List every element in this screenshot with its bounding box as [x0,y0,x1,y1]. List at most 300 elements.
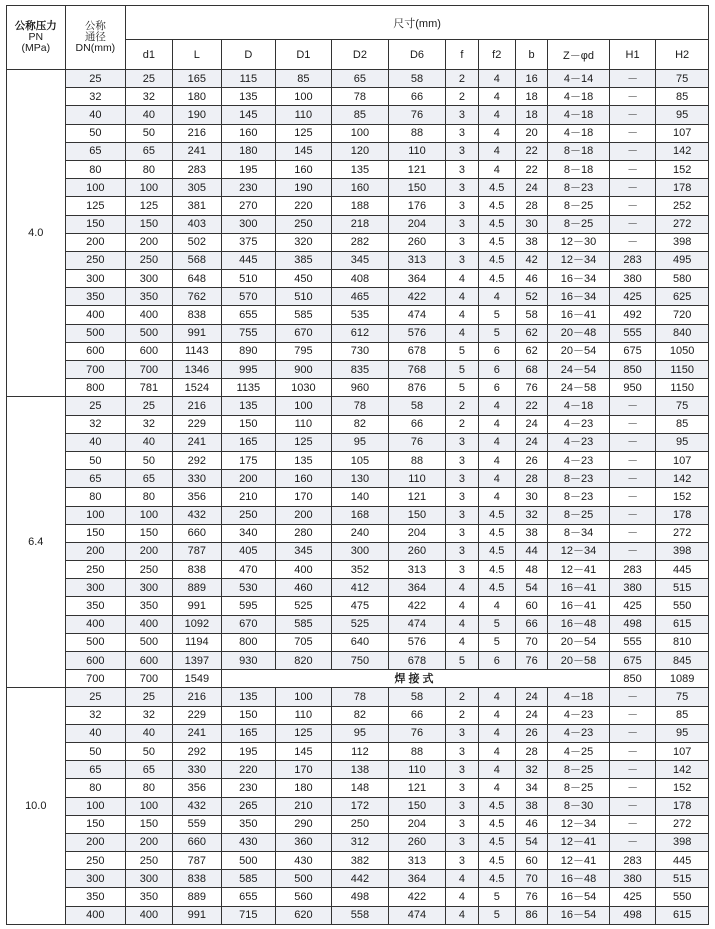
value-cell: 76 [515,652,547,670]
value-cell: 502 [172,233,221,251]
value-cell: － [609,833,655,851]
value-cell: － [609,215,655,233]
value-cell: 4.5 [478,579,515,597]
value-cell: 4 [446,288,478,306]
value-cell: － [609,160,655,178]
table-row [7,470,709,488]
value-cell: 4.5 [478,524,515,542]
nominal-diameter-cell: 400 [65,306,126,324]
value-cell: 130 [332,470,389,488]
value-cell: 152 [656,488,709,506]
value-cell: 1549 [172,670,221,688]
value-cell: 180 [222,142,276,160]
value-cell: 3 [446,470,478,488]
value-cell: 425 [609,888,655,906]
value-cell: 292 [172,742,221,760]
value-cell: 675 [609,342,655,360]
nominal-diameter-cell: 32 [65,415,126,433]
nominal-diameter-cell: 700 [65,670,126,688]
value-cell: 290 [275,815,332,833]
value-cell: 3 [446,815,478,833]
value-cell: 12－41 [548,561,610,579]
value-cell: 890 [222,342,276,360]
value-cell: 960 [332,379,389,397]
value-cell: 4 [478,761,515,779]
value-cell: 648 [172,270,221,288]
table-row [7,633,709,651]
value-cell: 12－41 [548,833,610,851]
value-cell: 4.5 [478,797,515,815]
value-cell: 838 [172,306,221,324]
column-header: D1 [275,40,332,70]
value-cell: 142 [656,470,709,488]
value-cell: 8－23 [548,488,610,506]
value-cell: 62 [515,342,547,360]
value-cell: 135 [275,451,332,469]
value-cell: 3 [446,251,478,269]
value-cell: 218 [332,215,389,233]
value-cell: 4 [478,597,515,615]
value-cell: 229 [172,706,221,724]
value-cell: 32 [126,88,172,106]
value-cell: 16－41 [548,597,610,615]
value-cell: 4 [478,742,515,760]
value-cell: 188 [332,197,389,215]
value-cell: 110 [388,142,446,160]
value-cell: 350 [126,597,172,615]
value-cell: 474 [388,615,446,633]
value-cell: 75 [656,397,709,415]
value-cell: 4 [446,888,478,906]
value-cell: 3 [446,742,478,760]
welded-note-cell: 焊接式 [222,670,610,688]
table-row [7,706,709,724]
value-cell: 445 [656,561,709,579]
value-cell: 272 [656,524,709,542]
value-cell: 1524 [172,379,221,397]
nominal-diameter-cell: 25 [65,397,126,415]
value-cell: 24 [515,706,547,724]
value-cell: 150 [388,179,446,197]
value-cell: 3 [446,451,478,469]
value-cell: 230 [222,179,276,197]
value-cell: 75 [656,688,709,706]
value-cell: 840 [656,324,709,342]
table-row [7,779,709,797]
value-cell: 58 [388,397,446,415]
table-row [7,597,709,615]
value-cell: 530 [222,579,276,597]
value-cell: 20－48 [548,324,610,342]
value-cell: 422 [388,597,446,615]
value-cell: 58 [388,688,446,706]
value-cell: 625 [656,288,709,306]
value-cell: － [609,124,655,142]
value-cell: 40 [126,106,172,124]
value-cell: 655 [222,306,276,324]
value-cell: 515 [656,579,709,597]
value-cell: 300 [126,270,172,288]
value-cell: 46 [515,815,547,833]
value-cell: 80 [126,779,172,797]
value-cell: － [609,470,655,488]
value-cell: 180 [172,88,221,106]
pn-header-line: 公称压力 [14,20,57,32]
value-cell: 1030 [275,379,332,397]
value-cell: 100 [275,397,332,415]
value-cell: 16－48 [548,870,610,888]
value-cell: 150 [126,815,172,833]
value-cell: 28 [515,197,547,215]
table-row [7,324,709,342]
value-cell: 385 [275,251,332,269]
value-cell: 312 [332,833,389,851]
value-cell: 260 [388,233,446,251]
value-cell: 380 [609,270,655,288]
table-row [7,415,709,433]
nominal-diameter-cell: 40 [65,724,126,742]
value-cell: 4.5 [478,506,515,524]
nominal-diameter-cell: 200 [65,233,126,251]
value-cell: 675 [609,652,655,670]
value-cell: 241 [172,142,221,160]
value-cell: 5 [446,652,478,670]
value-cell: 320 [275,233,332,251]
value-cell: 160 [222,124,276,142]
value-cell: 3 [446,488,478,506]
value-cell: 570 [222,288,276,306]
table-row [7,342,709,360]
value-cell: 20－54 [548,633,610,651]
value-cell: － [609,233,655,251]
value-cell: 22 [515,142,547,160]
value-cell: 48 [515,561,547,579]
value-cell: 22 [515,397,547,415]
value-cell: 230 [222,779,276,797]
value-cell: － [609,179,655,197]
value-cell: 422 [388,888,446,906]
value-cell: 655 [222,888,276,906]
nominal-diameter-cell: 250 [65,561,126,579]
nominal-diameter-cell: 80 [65,488,126,506]
table-row [7,433,709,451]
table-row [7,88,709,106]
value-cell: － [609,779,655,797]
value-cell: 152 [656,160,709,178]
table-row [7,833,709,851]
value-cell: 24－58 [548,379,610,397]
value-cell: 95 [332,724,389,742]
table-row [7,251,709,269]
table-row [7,160,709,178]
value-cell: 283 [609,561,655,579]
table-row [7,361,709,379]
value-cell: 70 [515,633,547,651]
value-cell: 755 [222,324,276,342]
value-cell: 30 [515,215,547,233]
value-cell: 555 [609,324,655,342]
value-cell: 4.5 [478,251,515,269]
value-cell: 88 [388,124,446,142]
table-row [7,524,709,542]
pn-header-line: PN [28,31,44,43]
value-cell: 44 [515,542,547,560]
pn-header [7,6,66,70]
value-cell: 135 [222,397,276,415]
value-cell: 4－18 [548,124,610,142]
value-cell: 54 [515,579,547,597]
value-cell: 1346 [172,361,221,379]
value-cell: 4－25 [548,742,610,760]
value-cell: 4 [446,579,478,597]
value-cell: 900 [275,361,332,379]
value-cell: 26 [515,451,547,469]
value-cell: 350 [126,288,172,306]
value-cell: 204 [388,215,446,233]
value-cell: 3 [446,106,478,124]
nominal-diameter-cell: 500 [65,633,126,651]
nominal-diameter-cell: 600 [65,342,126,360]
value-cell: 845 [656,652,709,670]
value-cell: 445 [656,852,709,870]
value-cell: 4－23 [548,415,610,433]
value-cell: 250 [275,215,332,233]
value-cell: 400 [126,906,172,924]
dn-header-line: 通径 [84,31,106,43]
value-cell: 280 [275,524,332,542]
value-cell: 82 [332,415,389,433]
value-cell: 85 [656,415,709,433]
value-cell: 615 [656,615,709,633]
nominal-diameter-cell: 50 [65,451,126,469]
value-cell: 876 [388,379,446,397]
column-header: H2 [656,40,709,70]
value-cell: 585 [275,306,332,324]
value-cell: 241 [172,724,221,742]
value-cell: 364 [388,870,446,888]
column-header: d1 [126,40,172,70]
value-cell: 165 [172,70,221,88]
value-cell: 4 [478,142,515,160]
value-cell: 5 [446,342,478,360]
value-cell: 330 [172,470,221,488]
value-cell: 560 [275,888,332,906]
column-header: D6 [388,40,446,70]
nominal-diameter-cell: 400 [65,615,126,633]
value-cell: 4.5 [478,852,515,870]
value-cell: － [609,524,655,542]
value-cell: 100 [126,506,172,524]
value-cell: 3 [446,142,478,160]
value-cell: 210 [275,797,332,815]
value-cell: 26 [515,724,547,742]
value-cell: 283 [172,160,221,178]
value-cell: 78 [332,688,389,706]
value-cell: 425 [609,597,655,615]
value-cell: 8－25 [548,761,610,779]
value-cell: 995 [222,361,276,379]
value-cell: 425 [609,288,655,306]
value-cell: 432 [172,506,221,524]
nominal-diameter-cell: 700 [65,361,126,379]
value-cell: 20－58 [548,652,610,670]
value-cell: 4.5 [478,833,515,851]
value-cell: 190 [172,106,221,124]
value-cell: 835 [332,361,389,379]
value-cell: 4 [478,70,515,88]
table-row [7,379,709,397]
value-cell: 178 [656,797,709,815]
value-cell: 140 [332,488,389,506]
value-cell: 4.5 [478,179,515,197]
value-cell: 204 [388,815,446,833]
value-cell: 32 [515,761,547,779]
value-cell: 292 [172,451,221,469]
value-cell: 4 [446,306,478,324]
value-cell: 4.5 [478,233,515,251]
value-cell: 220 [222,761,276,779]
value-cell: 24 [515,415,547,433]
nominal-diameter-cell: 50 [65,742,126,760]
value-cell: 5 [446,379,478,397]
value-cell: 730 [332,342,389,360]
value-cell: 375 [222,233,276,251]
value-cell: 555 [609,633,655,651]
value-cell: 216 [172,688,221,706]
table-row [7,615,709,633]
value-cell: 16－34 [548,270,610,288]
value-cell: 313 [388,251,446,269]
nominal-diameter-cell: 200 [65,542,126,560]
nominal-diameter-cell: 800 [65,379,126,397]
value-cell: 240 [332,524,389,542]
value-cell: 4－18 [548,88,610,106]
value-cell: 4－23 [548,706,610,724]
value-cell: 4 [446,597,478,615]
value-cell: 8－25 [548,779,610,797]
value-cell: 58 [515,306,547,324]
value-cell: 400 [126,615,172,633]
nominal-diameter-cell: 250 [65,251,126,269]
table-row [7,288,709,306]
value-cell: 850 [609,670,655,688]
value-cell: 250 [126,852,172,870]
value-cell: 850 [609,361,655,379]
dn-header [65,6,126,70]
value-cell: 576 [388,324,446,342]
value-cell: 3 [446,197,478,215]
value-cell: 4－23 [548,724,610,742]
value-cell: 66 [515,615,547,633]
value-cell: 24 [515,179,547,197]
value-cell: 991 [172,906,221,924]
value-cell: 115 [222,70,276,88]
value-cell: 4 [478,688,515,706]
value-cell: 65 [332,70,389,88]
value-cell: － [609,106,655,124]
column-header: Z－φd [548,40,610,70]
value-cell: 1089 [656,670,709,688]
value-cell: 16－41 [548,579,610,597]
value-cell: 430 [275,852,332,870]
value-cell: 76 [515,888,547,906]
value-cell: 46 [515,270,547,288]
value-cell: 398 [656,542,709,560]
value-cell: 380 [609,579,655,597]
value-cell: 1135 [222,379,276,397]
value-cell: 450 [275,270,332,288]
table-row [7,688,709,706]
value-cell: 20 [515,124,547,142]
value-cell: 200 [222,470,276,488]
value-cell: 5 [478,324,515,342]
value-cell: 200 [126,833,172,851]
value-cell: 100 [332,124,389,142]
value-cell: 78 [332,397,389,415]
value-cell: 300 [126,870,172,888]
value-cell: － [609,706,655,724]
value-cell: 3 [446,542,478,560]
value-cell: 142 [656,142,709,160]
value-cell: 68 [515,361,547,379]
value-cell: 795 [275,342,332,360]
table-row [7,179,709,197]
nominal-diameter-cell: 300 [65,579,126,597]
value-cell: 620 [275,906,332,924]
value-cell: 12－34 [548,815,610,833]
value-cell: － [609,397,655,415]
nominal-diameter-cell: 350 [65,288,126,306]
value-cell: 442 [332,870,389,888]
value-cell: 12－30 [548,233,610,251]
value-cell: 300 [126,579,172,597]
value-cell: 4 [478,470,515,488]
value-cell: 1092 [172,615,221,633]
value-cell: 787 [172,542,221,560]
value-cell: 76 [515,379,547,397]
value-cell: 750 [332,652,389,670]
value-cell: 135 [332,160,389,178]
value-cell: 125 [275,724,332,742]
value-cell: 498 [332,888,389,906]
value-cell: 381 [172,197,221,215]
value-cell: 660 [172,833,221,851]
value-cell: 330 [172,761,221,779]
value-cell: 350 [222,815,276,833]
value-cell: 150 [126,524,172,542]
nominal-diameter-cell: 350 [65,888,126,906]
value-cell: 838 [172,561,221,579]
value-cell: － [609,688,655,706]
value-cell: 4 [478,160,515,178]
nominal-diameter-cell: 250 [65,852,126,870]
value-cell: 38 [515,233,547,251]
value-cell: 305 [172,179,221,197]
value-cell: 28 [515,470,547,488]
value-cell: 3 [446,797,478,815]
value-cell: 150 [388,797,446,815]
table-row [7,870,709,888]
value-cell: 495 [656,251,709,269]
value-cell: 160 [332,179,389,197]
value-cell: 2 [446,88,478,106]
value-cell: 350 [126,888,172,906]
value-cell: 465 [332,288,389,306]
value-cell: 16－41 [548,306,610,324]
value-cell: 670 [275,324,332,342]
value-cell: 3 [446,852,478,870]
column-header: H1 [609,40,655,70]
